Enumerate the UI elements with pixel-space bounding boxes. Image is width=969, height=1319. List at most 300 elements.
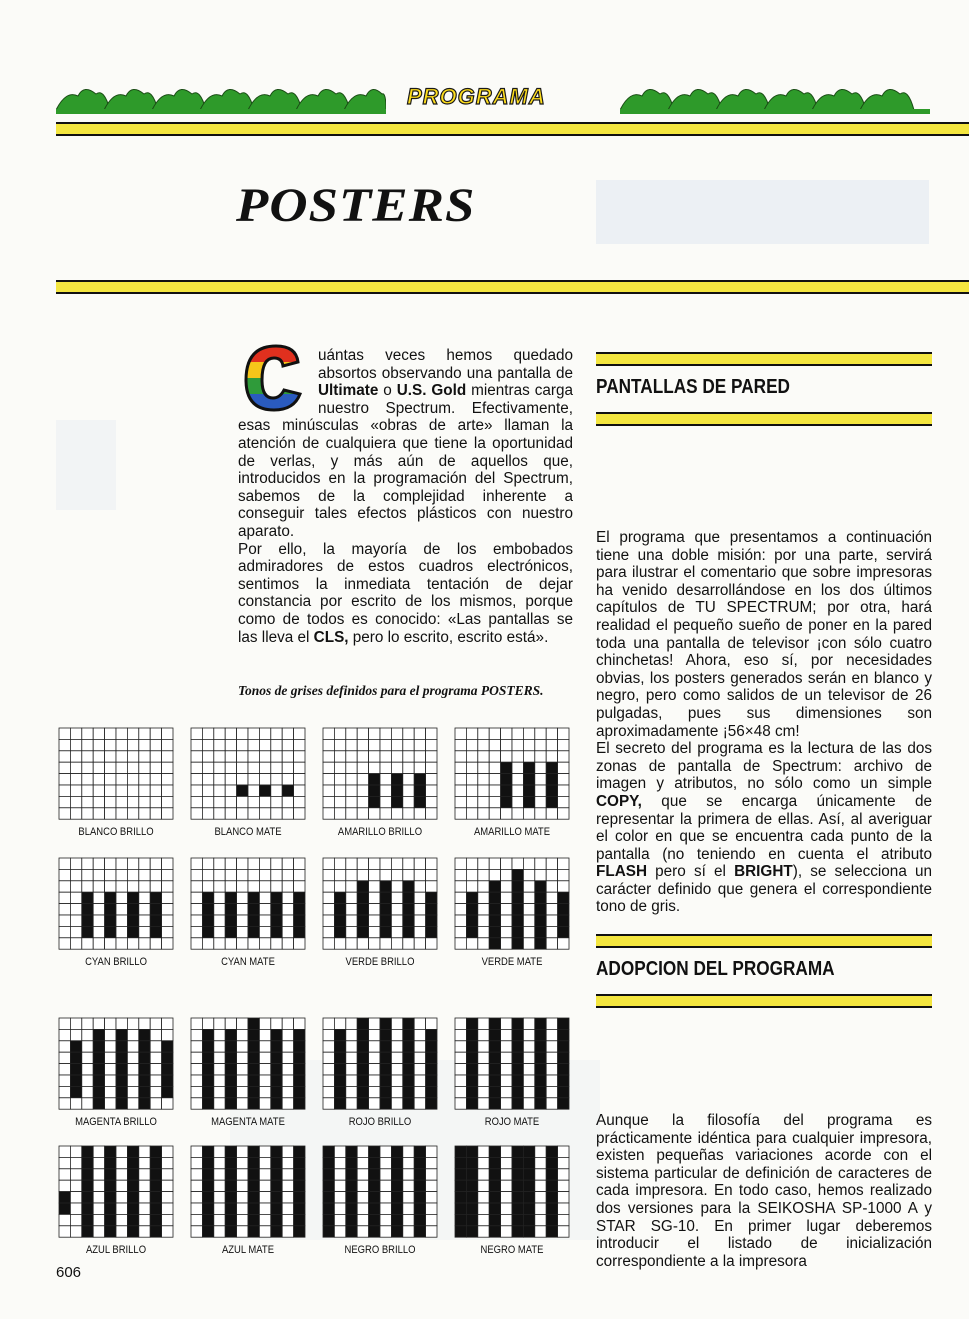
figure-caption: Tonos de grises definidos para el programa POSTERS. [238, 683, 544, 698]
tone-cell [478, 915, 489, 926]
tone-cell [403, 1157, 414, 1168]
tone-cell [391, 1180, 402, 1191]
tone-cell [414, 869, 425, 880]
tone-cell [248, 774, 259, 785]
tone-cell [334, 1226, 345, 1237]
tone-cell [93, 1098, 104, 1109]
tone-cell [70, 915, 81, 926]
tone-cell [478, 1075, 489, 1086]
tone-cell [82, 1018, 93, 1029]
tone-cell [414, 1146, 425, 1157]
tone-cell [202, 1146, 213, 1157]
tone-cell [225, 926, 236, 937]
tone-cell [127, 808, 138, 819]
tone-cell [271, 1086, 282, 1097]
tone-cell [512, 926, 523, 937]
tone-cell [346, 926, 357, 937]
tone-cell [478, 1052, 489, 1063]
tone-cell [369, 751, 380, 762]
tone-cell [248, 1029, 259, 1040]
intro-text-run: o [378, 382, 397, 400]
tone-cell [259, 1052, 270, 1063]
tone-cell [346, 858, 357, 869]
tone-cell [369, 904, 380, 915]
tone-cell [558, 762, 569, 773]
tone-cell [323, 1029, 334, 1040]
tone-cell [202, 881, 213, 892]
intro-paragraph-2 [238, 541, 573, 647]
tone-cell [214, 1203, 225, 1214]
tone-cell [82, 1075, 93, 1086]
tone-cell [558, 739, 569, 750]
tone-cell [501, 1226, 512, 1237]
tone-cell [323, 1180, 334, 1191]
tone-cell [403, 1041, 414, 1052]
tone-cell [259, 1157, 270, 1168]
tone-cell [105, 1226, 116, 1237]
tone-cell [116, 1086, 127, 1097]
tone-cell [214, 1157, 225, 1168]
tone-cell [546, 1098, 557, 1109]
tone-cell [214, 1214, 225, 1225]
tone-cell [426, 892, 437, 903]
tone-cell [225, 796, 236, 807]
tone-cell [127, 1214, 138, 1225]
tone-cell [282, 1180, 293, 1191]
tone-cell [426, 1146, 437, 1157]
tone-pattern [454, 1017, 570, 1128]
tone-cell [162, 808, 173, 819]
tone-cell [116, 1203, 127, 1214]
copy-bold: COPY, [596, 792, 642, 810]
tone-label: CYAN BRILLO [85, 956, 147, 969]
tone-cell [116, 728, 127, 739]
tone-cell [237, 796, 248, 807]
tone-cell [466, 915, 477, 926]
tone-cell [523, 926, 534, 937]
tone-cell [248, 1041, 259, 1052]
tone-cell [523, 1214, 534, 1225]
tone-cell [558, 1086, 569, 1097]
tone-grid-svg [322, 727, 438, 820]
tone-grid-svg [322, 1145, 438, 1238]
tone-cell [501, 926, 512, 937]
tone-cell [414, 1203, 425, 1214]
tone-cell [535, 1203, 546, 1214]
tone-cell [403, 762, 414, 773]
tone-cell [237, 1192, 248, 1203]
tone-cell [512, 1169, 523, 1180]
tone-cell [546, 1226, 557, 1237]
tone-cell [403, 869, 414, 880]
tone-cell [357, 904, 368, 915]
tone-cell [282, 1018, 293, 1029]
tone-cell [116, 1192, 127, 1203]
tone-cell [391, 915, 402, 926]
tone-label: AZUL BRILLO [85, 1244, 147, 1257]
tone-cell [162, 1064, 173, 1075]
tone-cell [546, 1157, 557, 1168]
tone-cell [558, 915, 569, 926]
tone-cell [214, 1180, 225, 1191]
tone-cell [489, 869, 500, 880]
tone-cell [380, 1064, 391, 1075]
tone-cell [455, 1018, 466, 1029]
tone-cell [271, 904, 282, 915]
tone-cell [558, 858, 569, 869]
tone-cell [202, 1203, 213, 1214]
tone-cell [501, 785, 512, 796]
ultimate-bold: Ultimate [318, 382, 379, 400]
tone-cell [380, 785, 391, 796]
tone-cell [237, 728, 248, 739]
tone-cell [105, 858, 116, 869]
tone-cell [139, 915, 150, 926]
tone-cell [414, 808, 425, 819]
tone-cell [127, 1146, 138, 1157]
tone-cell [271, 892, 282, 903]
tone-cell [150, 926, 161, 937]
tone-cell [70, 1169, 81, 1180]
tone-cell [323, 785, 334, 796]
tone-cell [414, 1064, 425, 1075]
tone-cell [127, 915, 138, 926]
tone-cell [282, 1064, 293, 1075]
tone-grid-svg [322, 857, 438, 950]
tone-cell [391, 1075, 402, 1086]
tone-cell [282, 785, 293, 796]
tone-cell [558, 1157, 569, 1168]
tone-cell [294, 1203, 305, 1214]
tone-cell [59, 728, 70, 739]
tone-cell [346, 1146, 357, 1157]
tone-cell [323, 1146, 334, 1157]
tone-cell [466, 739, 477, 750]
tone-cell [426, 774, 437, 785]
tone-cell [489, 1157, 500, 1168]
tone-cell [455, 1086, 466, 1097]
tone-cell [139, 1157, 150, 1168]
tone-cell [414, 1075, 425, 1086]
tone-cell [414, 1214, 425, 1225]
tone-cell [105, 785, 116, 796]
tone-cell [535, 1098, 546, 1109]
tone-cell [82, 915, 93, 926]
tone-cell [259, 881, 270, 892]
tone-cell [127, 892, 138, 903]
tone-cell [191, 796, 202, 807]
tone-cell [191, 808, 202, 819]
tone-cell [59, 1098, 70, 1109]
tone-cell [380, 1226, 391, 1237]
tone-cell [191, 858, 202, 869]
tone-cell [271, 938, 282, 949]
tone-cell [162, 881, 173, 892]
tone-label: ROJO MATE [484, 1116, 540, 1129]
tone-cell [162, 926, 173, 937]
tone-cell [357, 926, 368, 937]
tone-cell [369, 796, 380, 807]
tone-cell [414, 739, 425, 750]
tone-cell [489, 1064, 500, 1075]
tone-cell [202, 869, 213, 880]
tone-cell [294, 774, 305, 785]
tone-cell [546, 1146, 557, 1157]
tone-cell [391, 869, 402, 880]
tone-cell [162, 751, 173, 762]
tone-cell [489, 904, 500, 915]
tone-cell [70, 1086, 81, 1097]
tone-cell [202, 1075, 213, 1086]
tone-cell [237, 739, 248, 750]
tone-cell [466, 728, 477, 739]
tone-cell [334, 1029, 345, 1040]
tone-cell [391, 1064, 402, 1075]
tone-cell [93, 762, 104, 773]
tone-cell [82, 1226, 93, 1237]
tone-cell [93, 1075, 104, 1086]
tone-cell [369, 1146, 380, 1157]
tone-cell [369, 1086, 380, 1097]
tone-cell [214, 796, 225, 807]
tone-cell [139, 1052, 150, 1063]
tone-cell [150, 1041, 161, 1052]
tone-cell [271, 1180, 282, 1191]
tone-pattern [322, 1145, 438, 1256]
tone-cell [323, 1169, 334, 1180]
tone-cell [489, 1075, 500, 1086]
tone-cell [346, 808, 357, 819]
tone-cell [248, 728, 259, 739]
tone-cell [248, 785, 259, 796]
tone-label: AMARILLO MATE [473, 826, 551, 839]
tone-cell [271, 1064, 282, 1075]
tone-cell [225, 869, 236, 880]
tone-cell [323, 728, 334, 739]
tone-cell [558, 1180, 569, 1191]
tone-cell [294, 1018, 305, 1029]
tone-cell [191, 1192, 202, 1203]
tone-cell [294, 1214, 305, 1225]
tone-cell [323, 904, 334, 915]
tone-cell [478, 869, 489, 880]
tone-cell [489, 1029, 500, 1040]
cls-bold: CLS, [313, 628, 349, 646]
tone-cell [248, 881, 259, 892]
tone-cell [82, 881, 93, 892]
tone-grid-svg [190, 857, 306, 950]
tone-cell [512, 808, 523, 819]
tone-pattern [58, 1145, 174, 1256]
tone-cell [237, 1226, 248, 1237]
tone-cell [558, 892, 569, 903]
tone-cell [478, 1086, 489, 1097]
tone-cell [546, 926, 557, 937]
tone-cell [466, 904, 477, 915]
tone-cell [380, 858, 391, 869]
tone-cell [237, 1180, 248, 1191]
tone-cell [466, 762, 477, 773]
tone-cell [59, 1018, 70, 1029]
tone-cell [127, 869, 138, 880]
tone-cell [93, 1203, 104, 1214]
tone-cell [478, 762, 489, 773]
tone-cell [466, 1029, 477, 1040]
tone-cell [271, 739, 282, 750]
tone-cell [380, 751, 391, 762]
tone-cell [214, 785, 225, 796]
tone-cell [512, 881, 523, 892]
tone-cell [59, 1157, 70, 1168]
tone-cell [150, 892, 161, 903]
tone-cell [357, 751, 368, 762]
tone-cell [59, 739, 70, 750]
tone-cell [512, 1052, 523, 1063]
tone-cell [478, 1029, 489, 1040]
tone-cell [489, 1146, 500, 1157]
tone-cell [105, 1169, 116, 1180]
tone-cell [116, 892, 127, 903]
tone-cell [202, 858, 213, 869]
tone-cell [105, 1098, 116, 1109]
tone-cell [403, 728, 414, 739]
tone-cell [323, 1214, 334, 1225]
tone-cell [225, 785, 236, 796]
tone-cell [93, 1052, 104, 1063]
tone-cell [512, 739, 523, 750]
tone-cell [237, 869, 248, 880]
tone-cell [202, 1052, 213, 1063]
tone-cell [535, 1041, 546, 1052]
tone-cell [346, 796, 357, 807]
tone-cell [466, 774, 477, 785]
tone-cell [150, 915, 161, 926]
section2-title: ADOPCION DEL PROGRAMA [596, 958, 835, 980]
tone-cell [150, 869, 161, 880]
tone-cell [391, 796, 402, 807]
tone-cell [426, 1169, 437, 1180]
tone-cell [489, 762, 500, 773]
tone-cell [105, 1075, 116, 1086]
tone-cell [105, 869, 116, 880]
tone-cell [380, 915, 391, 926]
tone-cell [70, 1180, 81, 1191]
tone-cell [323, 1052, 334, 1063]
tone-cell [59, 1029, 70, 1040]
tone-cell [535, 938, 546, 949]
tone-cell [455, 739, 466, 750]
tone-cell [282, 881, 293, 892]
tone-cell [380, 1203, 391, 1214]
tone-cell [369, 1157, 380, 1168]
tone-cell [139, 1098, 150, 1109]
tone-cell [357, 1226, 368, 1237]
tone-cell [478, 1018, 489, 1029]
tone-cell [512, 751, 523, 762]
tone-cell [546, 785, 557, 796]
tone-cell [489, 796, 500, 807]
tone-cell [357, 1169, 368, 1180]
tone-cell [426, 808, 437, 819]
tone-cell [391, 762, 402, 773]
tone-cell [225, 1203, 236, 1214]
tone-cell [248, 739, 259, 750]
tone-cell [334, 1169, 345, 1180]
tone-cell [162, 1086, 173, 1097]
tone-cell [237, 926, 248, 937]
tone-cell [523, 1203, 534, 1214]
tone-cell [535, 869, 546, 880]
tone-cell [162, 892, 173, 903]
tone-pattern [454, 727, 570, 838]
tone-cell [334, 808, 345, 819]
tone-cell [558, 1203, 569, 1214]
tone-cell [191, 728, 202, 739]
tone-cell [357, 892, 368, 903]
tone-cell [414, 1192, 425, 1203]
tone-cell [369, 1052, 380, 1063]
tone-cell [225, 1041, 236, 1052]
tone-cell [523, 1226, 534, 1237]
tone-cell [512, 1214, 523, 1225]
tone-cell [162, 1214, 173, 1225]
tone-cell [558, 1018, 569, 1029]
tone-cell [523, 1098, 534, 1109]
tone-cell [82, 926, 93, 937]
tone-cell [202, 1180, 213, 1191]
tone-cell [271, 1214, 282, 1225]
tone-cell [82, 1203, 93, 1214]
tone-cell [501, 1098, 512, 1109]
tone-cell [259, 892, 270, 903]
tone-cell [150, 1018, 161, 1029]
tone-cell [369, 869, 380, 880]
tone-cell [323, 1086, 334, 1097]
tone-cell [478, 1214, 489, 1225]
tone-cell [535, 762, 546, 773]
tone-cell [558, 1226, 569, 1237]
tone-cell [501, 1180, 512, 1191]
tone-cell [369, 1203, 380, 1214]
tone-cell [294, 1064, 305, 1075]
tone-cell [162, 1226, 173, 1237]
tone-cell [512, 785, 523, 796]
tone-cell [282, 1203, 293, 1214]
tone-cell [558, 1075, 569, 1086]
tone-cell [214, 892, 225, 903]
tone-cell [127, 1018, 138, 1029]
tone-cell [127, 1075, 138, 1086]
tone-grid-svg [190, 727, 306, 820]
tone-cell [237, 762, 248, 773]
tone-cell [523, 1075, 534, 1086]
tone-cell [501, 1203, 512, 1214]
tone-cell [455, 1203, 466, 1214]
tone-cell [191, 1098, 202, 1109]
tone-cell [259, 1192, 270, 1203]
tone-cell [191, 904, 202, 915]
tone-cell [357, 1192, 368, 1203]
tone-cell [466, 1169, 477, 1180]
tone-cell [70, 1192, 81, 1203]
tone-cell [294, 926, 305, 937]
tone-cell [225, 1226, 236, 1237]
tone-cell [237, 774, 248, 785]
tone-cell [59, 774, 70, 785]
tone-cell [334, 1214, 345, 1225]
tone-cell [105, 762, 116, 773]
tone-cell [466, 892, 477, 903]
